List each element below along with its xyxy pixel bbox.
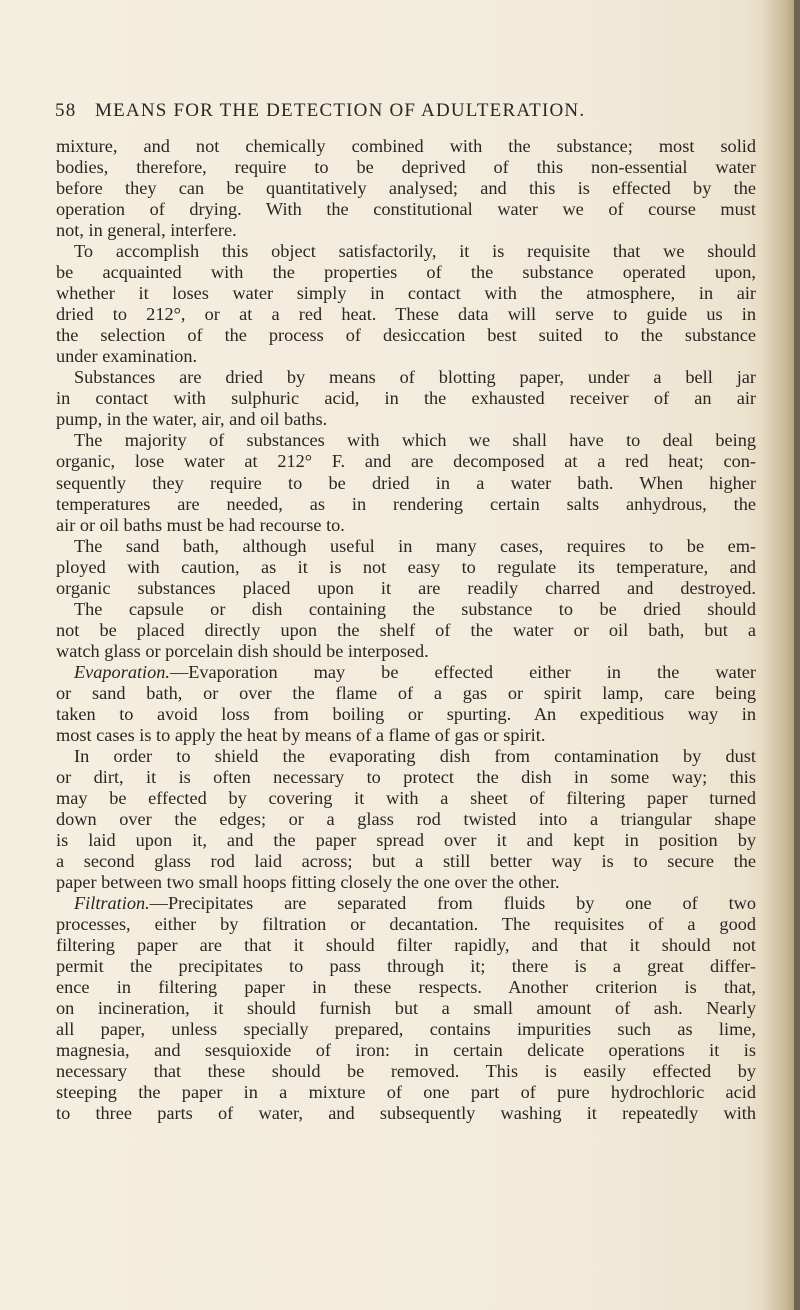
text-line: air or oil baths must be had recourse to. <box>56 514 345 535</box>
section-lead: Filtration. <box>74 893 150 914</box>
text-line: may be effected by covering it with a sheet of filtering paper turned <box>56 787 756 808</box>
text-line: magnesia, and sesquioxide of iron: in certain delicate operations it is <box>56 1040 756 1061</box>
text-line: organic, lose water at 212° F. and are decomposed at a red heat; con- <box>56 451 756 472</box>
text-line: In order to shield the evaporating dish from contamination by dust <box>74 745 756 766</box>
text-line: paper between two small hoops fitting closely the one over the other. <box>56 872 560 893</box>
text-line: before they can be quantitatively analysed; and this is effected by the <box>56 178 756 199</box>
text-line: is laid upon it, and the paper spread over it and kept in position by <box>56 830 756 851</box>
text-line: organic substances placed upon it are readily charred and destroyed. <box>56 577 756 598</box>
text-line: bodies, therefore, require to be deprived of this non-essential water <box>56 157 756 178</box>
text-line: processes, either by filtration or decantation. The requisites of a good <box>56 914 756 935</box>
text-line: not, in general, interfere. <box>56 220 237 241</box>
page-number: 58 <box>55 100 77 121</box>
text-line: To accomplish this object satisfactorily, it is requisite that we should <box>74 241 756 262</box>
running-title: MEANS FOR THE DETECTION OF ADULTERATION. <box>95 100 586 121</box>
text-line: on incineration, it should furnish but a small amount of ash. Nearly <box>56 998 756 1019</box>
text-line: Substances are dried by means of blotting paper, under a bell jar <box>74 367 756 388</box>
text-line: a second glass rod laid across; but a still better way is to secure the <box>56 851 756 872</box>
text-line: ence in filtering paper in these respects. Another criterion is that, <box>56 977 756 998</box>
text-line: or dirt, it is often necessary to protect the dish in some way; this <box>56 766 756 787</box>
line-text: —Evaporation may be effected either in the water <box>169 661 756 682</box>
text-line: taken to avoid loss from boiling or spurting. An expeditious way in <box>56 703 756 724</box>
text-line: pump, in the water, air, and oil baths. <box>56 409 328 430</box>
text-line: permit the precipitates to pass through it; there is a great differ- <box>56 956 756 977</box>
text-line: to three parts of water, and subsequently washing it repeatedly with <box>56 1103 756 1124</box>
text-line: in contact with sulphuric acid, in the exhausted receiver of an air <box>56 388 756 409</box>
text-line: under examination. <box>56 346 198 367</box>
text-line: watch glass or porcelain dish should be interposed. <box>56 640 429 661</box>
text-line: filtering paper are that it should filter rapidly, and that it should not <box>56 935 756 956</box>
text-line: mixture, and not chemically combined with the substance; most solid <box>56 136 756 156</box>
text-line: steeping the paper in a mixture of one part of pure hydrochloric acid <box>56 1082 756 1103</box>
page-edge <box>794 0 800 1310</box>
section-lead: Evaporation. <box>74 661 170 682</box>
text-line: The majority of substances with which we shall have to deal being <box>74 430 756 451</box>
text-line: temperatures are needed, as in rendering certain salts anhydrous, the <box>56 493 756 514</box>
text-line: ployed with caution, as it is not easy to regulate its temperature, and <box>56 556 756 577</box>
text-line <box>56 893 756 914</box>
text-line: most cases is to apply the heat by means of a flame of gas or spirit. <box>56 724 546 745</box>
line-text: —Precipitates are separated from fluids by one of two <box>149 893 756 914</box>
text-line: The sand bath, although useful in many cases, requires to be em- <box>74 535 756 556</box>
text-line: The capsule or dish containing the substance to be dried should <box>74 598 756 619</box>
text-line: whether it loses water simply in contact with the atmosphere, in air <box>56 283 756 304</box>
text-line: or sand bath, or over the flame of a gas or spirit lamp, care being <box>56 682 756 703</box>
text-line: the selection of the process of desiccation best suited to the substance <box>56 325 756 346</box>
text-line: necessary that these should be removed. This is easily effected by <box>56 1061 756 1082</box>
text-line: all paper, unless specially prepared, contains impurities such as lime, <box>56 1019 756 1040</box>
text-line: be acquainted with the properties of the substance operated upon, <box>56 262 756 283</box>
text-line: sequently they require to be dried in a water bath. When higher <box>56 472 756 493</box>
text-line: dried to 212°, or at a red heat. These data will serve to guide us in <box>56 304 756 325</box>
text-line: down over the edges; or a glass rod twisted into a triangular shape <box>56 809 756 829</box>
running-header <box>55 100 755 130</box>
text-line: not be placed directly upon the shelf of the water or oil bath, but a <box>56 619 756 640</box>
body-text <box>56 136 756 1124</box>
text-line: operation of drying. With the constitutional water we of course must <box>56 199 756 220</box>
text-line <box>56 662 756 683</box>
